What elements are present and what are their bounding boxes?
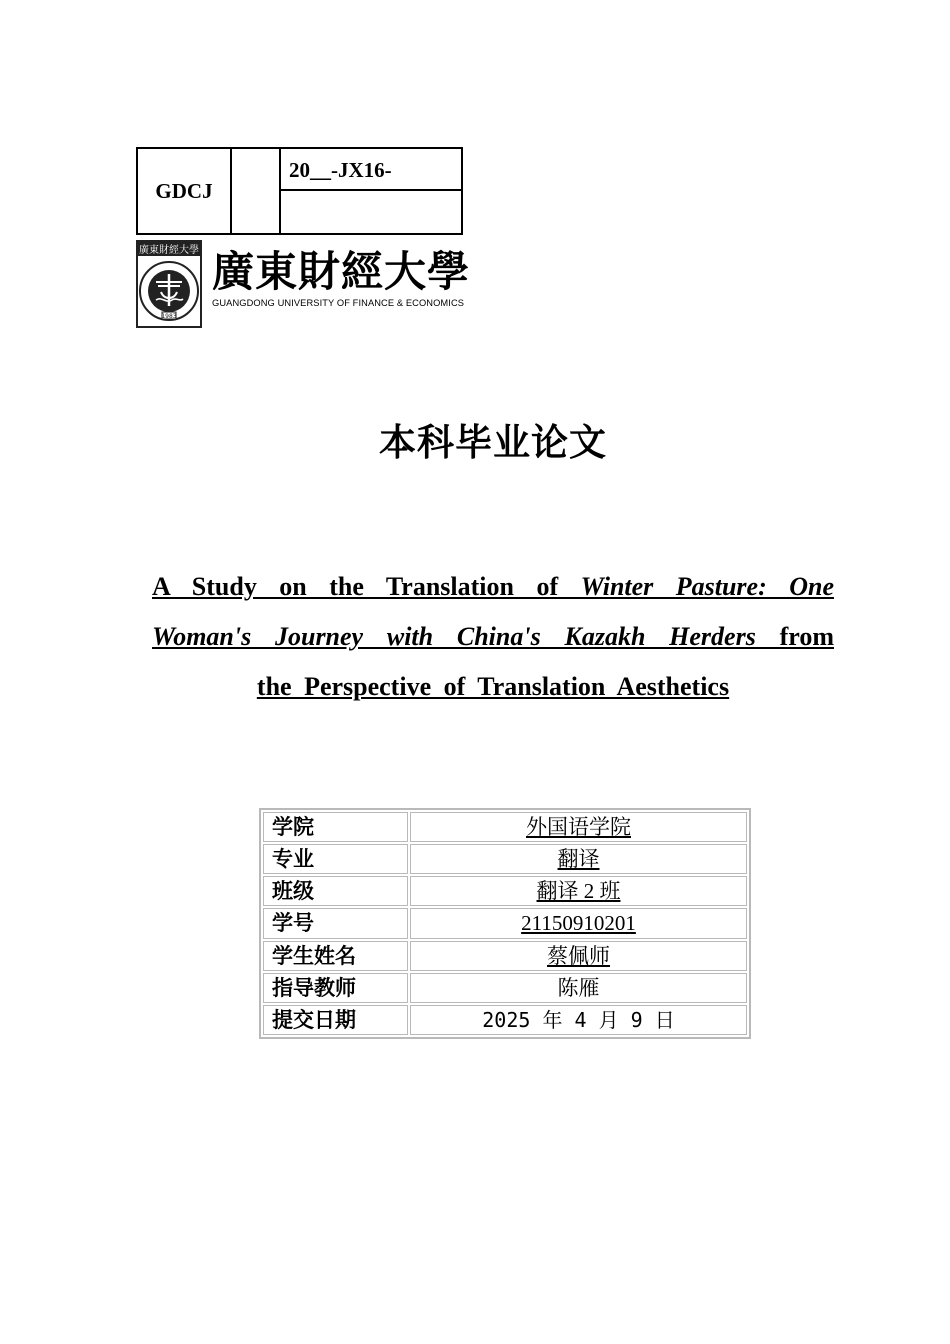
table-row <box>263 876 747 906</box>
thesis-title-line <box>152 612 834 662</box>
university-name-en: GUANGDONG UNIVERSITY OF FINANCE & ECONOMICS <box>212 298 465 308</box>
info-value: 陈雁 <box>557 975 600 1000</box>
table-row <box>263 1005 747 1035</box>
code-blank-cell-lower <box>281 191 461 233</box>
table-row <box>263 973 747 1003</box>
seal-header-text: 廣東財經大學 <box>139 245 199 256</box>
book-title-italic: Woman's Journey with China's Kazakh Herders <box>152 622 756 651</box>
info-value: 翻译 <box>557 847 600 872</box>
table-row <box>263 844 747 874</box>
thesis-title-line <box>152 562 834 612</box>
info-label: 学生姓名 <box>263 941 408 971</box>
info-value-cell <box>410 908 747 938</box>
info-label: 指导教师 <box>263 973 408 1003</box>
info-value: 翻译 2 班 <box>536 879 621 904</box>
info-value-cell <box>410 876 747 906</box>
info-label: 学号 <box>263 908 408 938</box>
info-value-cell <box>410 812 747 842</box>
university-logo <box>136 240 471 328</box>
title-text: A Study on the Translation of <box>152 572 581 601</box>
book-title-italic: Winter Pasture: One <box>580 572 834 601</box>
table-row <box>263 812 747 842</box>
info-value-cell <box>410 973 747 1003</box>
student-info-table <box>259 808 751 1039</box>
table-row <box>263 941 747 971</box>
code-blank-cell <box>232 149 281 233</box>
info-value-cell <box>410 844 747 874</box>
info-value-cell <box>410 1005 747 1035</box>
info-label: 提交日期 <box>263 1005 408 1035</box>
info-value: 外国语学院 <box>526 815 631 840</box>
table-row <box>263 908 747 938</box>
title-text: from <box>755 622 834 651</box>
info-label: 班级 <box>263 876 408 906</box>
document-code-box <box>136 147 463 235</box>
info-value-cell <box>410 941 747 971</box>
info-value: 2025 年 4 月 9 日 <box>482 1007 675 1032</box>
university-name-cn: 廣東財經大學 <box>212 247 471 296</box>
info-label: 学院 <box>263 812 408 842</box>
info-value: 蔡佩师 <box>547 943 610 968</box>
university-seal-icon <box>136 240 202 328</box>
info-label: 专业 <box>263 844 408 874</box>
info-value: 21150910201 <box>521 911 636 936</box>
title-text: the Perspective of Translation Aesthetics <box>256 672 730 701</box>
serial-number: 20__-JX16- <box>281 149 461 191</box>
thesis-title-line <box>152 662 834 712</box>
page-title: 本科毕业论文 <box>379 421 607 464</box>
thesis-title <box>152 562 834 712</box>
school-code: GDCJ <box>138 149 232 233</box>
seal-year: 1983 <box>161 313 177 320</box>
